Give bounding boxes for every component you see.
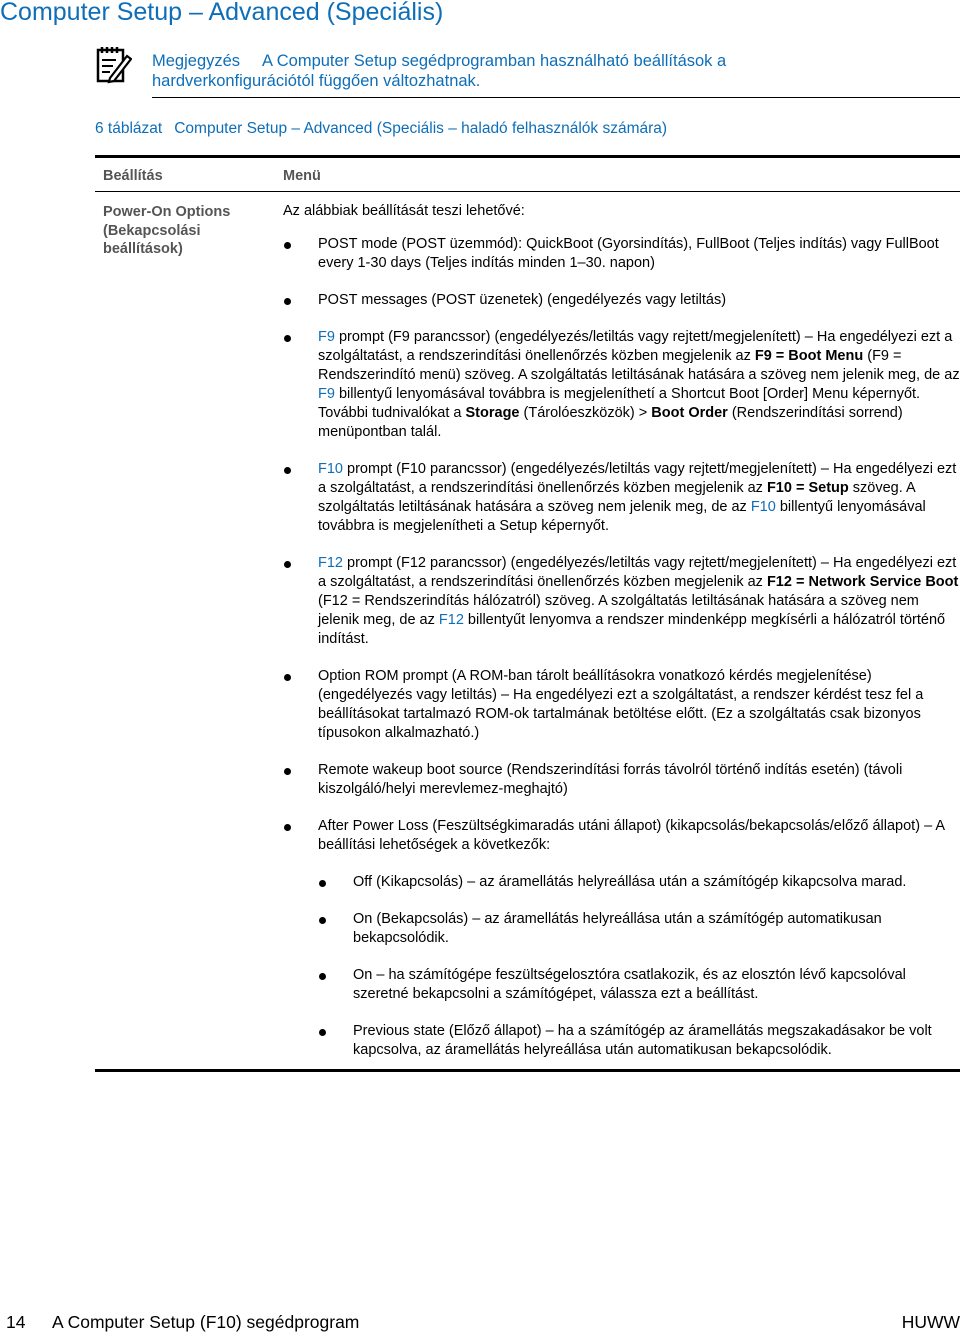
table-bottom-rule [95,1069,960,1072]
menu-intro: Az alábbiak beállítását teszi lehetővé: [283,203,525,219]
note-text: A Computer Setup segédprogramban használható beállítások a hardverkonfigurációtól függően változhatnak. [152,52,727,90]
list-item: F12 prompt (F12 parancssor) (engedélyezés/letiltás vagy rejtett/megjelenített) – Ha engedélyezi ezt a szolgáltatást, a rendszerindítási önellenőrzés közben megjelenik az F12 = Network Service Boot (F12 = Rendszerindítás hálózatról) szöveg. A szolgáltatás letiltásának hatására a szöveg nem jelenik meg, de az F12 billentyűt lenyomva a rendszer mindenképp megkísérli a hálózatról történő indítást. [283,554,960,649]
list-item: On (Bekapcsolás) – az áramellátás helyreállása után a számítógép automatikusan bekapcsolódik. [318,910,960,948]
note-divider [152,97,960,98]
list-item: Option ROM prompt (A ROM-ban tárolt beállításokra vonatkozó kérdés megjelenítése) (engedélyezés vagy letiltás) – Ha engedélyezi ezt a szolgáltatást, a rendszer kérdést tesz fel a beállításokat tartalmazó ROM-ok tartalmának betöltése előtt. (Ez a szolgáltatás csak bizonyos típusokon alkalmazható.) [283,667,960,743]
list-item: Remote wakeup boot source (Rendszerindítási forrás távolról történő indítás esetén) (távoli kiszolgáló/helyi merevlemez-meghajtó) [283,761,960,799]
list-item: POST messages (POST üzenetek) (engedélyezés vagy letiltás) [283,291,960,310]
table-caption-number: 6 táblázat [95,120,163,137]
footer-page-number: 14 [6,1312,26,1332]
note-box [152,51,852,91]
list-item: Previous state (Előző állapot) – ha a számítógép az áramellátás megszakadásakor be volt kapcsolva, az áramellátás helyreállása után automatikusan bekapcsolódik. [318,1022,960,1060]
table-caption-text: Computer Setup – Advanced (Speciális – haladó felhasználók számára) [174,120,668,137]
list-item: POST mode (POST üzemmód): QuickBoot (Gyorsindítás), FullBoot (Teljes indítás) vagy FullBoot every 1-30 days (Teljes indítás minden 1–30. napon) [283,235,960,273]
list-item: After Power Loss (Feszültségkimaradás utáni állapot) (kikapcsolás/bekapcsolás/előző állapot) – A beállítási lehetőségek a következők: Off (Kikapcsolás) – az áramellátás helyreállása után a számítógép kikapcsolva marad. On (Bekapcsolás) – az áramellátás helyreállása után a számítógép automatikusan bekapcsolódik. On – ha számítógépe feszültségelosztóra csatlakozik, és az elosztón lévő kapcsolóval szeretné bekapcsolni a számítógépet, válassza ezt a beállítást. Previous state (Előző állapot) – ha a számítógép az áramellátás megszakadásakor be volt kapcsolva, az áramellátás helyreállása után automatikusan bekapcsolódik. [283,817,960,1060]
table-header-rule [95,191,960,192]
list-item: F10 prompt (F10 parancssor) (engedélyezés/letiltás vagy rejtett/megjelenített) – Ha engedélyezi ezt a szolgáltatást, a rendszerindítási önellenőrzés közben megjelenik az F10 = Setup szöveg. A szolgáltatás letiltásának hatására a szöveg nem jelenik meg, de az F10 billentyű lenyomásával továbbra is megjelenítheti a Setup képernyőt. [283,460,960,536]
footer-locale: HUWW [901,1312,960,1332]
column-header-setting: Beállítás [103,168,163,184]
list-item: F9 prompt (F9 parancssor) (engedélyezés/letiltás vagy rejtett/megjelenített) – Ha engedélyezi ezt a szolgáltatást, a rendszerindítási önellenőrzés közben megjelenik az F9 = Boot Menu (F9 = Rendszerindító menü) szöveg. A szolgáltatás letiltásának hatására a szöveg nem jelenik meg, de az F9 billentyű lenyomásával továbbra is megjeleníthetí a Shortcut Boot [Order] Menu képernyőt. További tudnivalókat a Storage (Tárolóeszközök) > Boot Order (Rendszerindítási sorrend) menüpontban talál. [283,328,960,442]
power-loss-option-list [318,873,960,1060]
list-item: Off (Kikapcsolás) – az áramellátás helyreállása után a számítógép kikapcsolva marad. [318,873,960,892]
note-pencil-icon [96,44,132,84]
note-label: Megjegyzés [152,52,241,70]
table-top-rule [95,155,960,158]
list-item: On – ha számítógépe feszültségelosztóra csatlakozik, és az elosztón lévő kapcsolóval szeretné bekapcsolni a számítógépet, válassza ezt a beállítást. [318,966,960,1004]
page-title: Computer Setup – Advanced (Speciális) [0,0,444,26]
menu-option-list [283,235,960,1078]
column-header-menu: Menü [283,168,321,184]
footer-chapter: A Computer Setup (F10) segédprogram [52,1312,360,1332]
table-caption [95,120,667,138]
setting-name: Power-On Options (Bekapcsolási beállítások) [103,204,231,257]
